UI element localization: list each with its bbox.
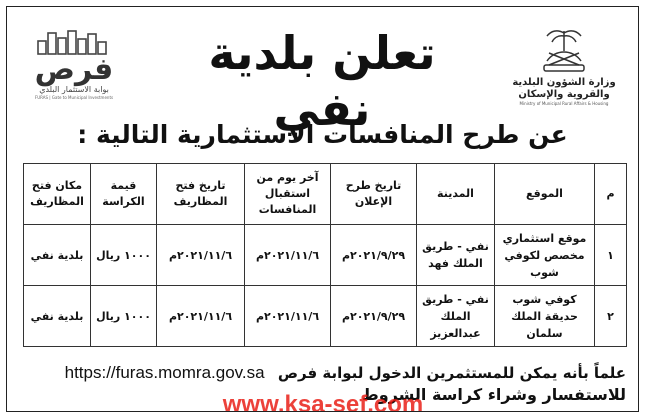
- cell-deadline: ٢٠٢١/١١/٦م: [245, 286, 331, 347]
- ministry-name-english: Ministry of Municipal Rural Affairs & Housing: [519, 101, 609, 106]
- cell-index: ٢: [595, 286, 627, 347]
- cell-publish-date: ٢٠٢١/٩/٢٩م: [331, 286, 417, 347]
- table-row: [24, 286, 627, 347]
- ministry-name-line1: وزارة الشؤون البلدية: [512, 77, 616, 88]
- cell-opening-place: بلدية نفي: [24, 225, 91, 286]
- cell-location: موقع استثماري مخصص لكوفي شوب: [495, 225, 595, 286]
- footer-note: [64, 363, 626, 385]
- footer-inquiry: للاستفسار وشراء كراسة الشروط: [362, 385, 626, 404]
- furas-subtitle: بوابة الاستثمار البلدي: [39, 85, 109, 94]
- furas-logo: [19, 29, 129, 104]
- header-opening-date: تاريخ فتح المظاريف: [157, 164, 245, 225]
- cell-index: ١: [595, 225, 627, 286]
- cell-booklet-price: ١٠٠٠ ريال: [91, 286, 157, 347]
- furas-wordmark: فرص: [34, 52, 114, 87]
- table-header-row: [24, 164, 627, 225]
- palm-swords-emblem-icon: [535, 27, 593, 73]
- header-opening-place: مكان فتح المظاريف: [24, 164, 91, 225]
- furas-portal-link[interactable]: https://furas.momra.gov.sa: [64, 363, 265, 382]
- page-title: تعلن بلدية نفي: [208, 26, 436, 136]
- ministry-name-line2: والقروية والإسكان: [518, 89, 610, 100]
- header-deadline: آخر يوم من استقبال المنافسات: [245, 164, 331, 225]
- header-booklet-price: قيمة الكراسة: [91, 164, 157, 225]
- table-row: [24, 225, 627, 286]
- cell-city: نفي - طريق الملك عبدالعزيز: [417, 286, 495, 347]
- footer-note-text: علماً بأنه يمكن للمستثمرين الدخول لبوابة فرص: [277, 364, 626, 382]
- cell-deadline: ٢٠٢١/١١/٦م: [245, 225, 331, 286]
- header-city: المدينة: [417, 164, 495, 225]
- cell-publish-date: ٢٠٢١/٩/٢٩م: [331, 225, 417, 286]
- cell-city: نفي - طريق الملك فهد: [417, 225, 495, 286]
- watermark: www.ksa-sef.com: [222, 391, 424, 412]
- cell-opening-place: بلدية نفي: [24, 286, 91, 347]
- advertisement-page: [6, 6, 639, 412]
- ad-subtitle: عن طرح المنافسات الاستثمارية التالية :: [77, 120, 568, 149]
- header-index: م: [595, 164, 627, 225]
- cell-opening-date: ٢٠٢١/١١/٦م: [157, 225, 245, 286]
- tenders-table: [23, 163, 627, 347]
- furas-english: FURAS | Gate to Municipal Investments: [34, 95, 114, 100]
- cell-booklet-price: ١٠٠٠ ريال: [91, 225, 157, 286]
- cell-opening-date: ٢٠٢١/١١/٦م: [157, 286, 245, 347]
- header-publish-date: تاريخ طرح الإعلان: [331, 164, 417, 225]
- header-location: الموقع: [495, 164, 595, 225]
- cell-location: كوفي شوب حديقة الملك سلمان: [495, 286, 595, 347]
- ministry-logo: [504, 27, 624, 107]
